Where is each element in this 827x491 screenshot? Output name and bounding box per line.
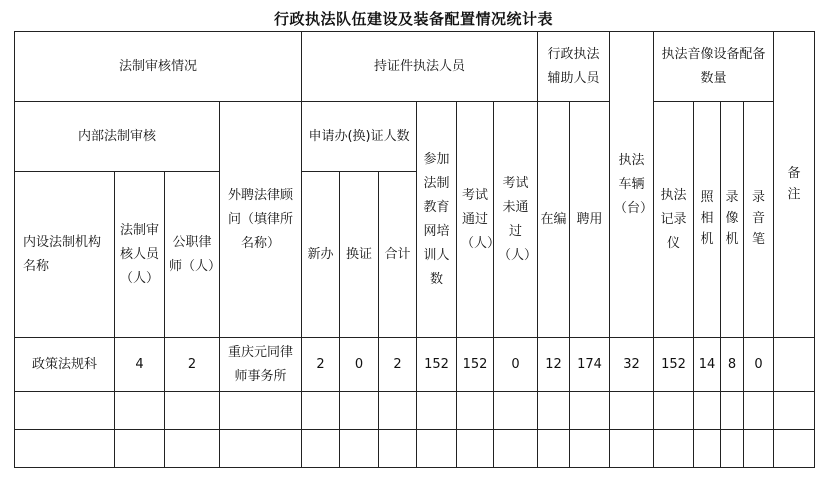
header-review-staff: 法制审核人员（人）	[115, 172, 165, 338]
header-external-counsel: 外聘法律顾问（填律所名称）	[220, 102, 302, 338]
header-hired: 聘用	[570, 102, 610, 338]
statistics-table	[14, 31, 815, 468]
empty-row	[15, 430, 815, 468]
cell-on-staff: 12	[538, 338, 570, 392]
cell-vehicles: 32	[610, 338, 654, 392]
cell-public-lawyer: 2	[165, 338, 220, 392]
header-av-equipment: 执法音像设备配备数量	[654, 32, 774, 102]
header-training-count: 参加法制教育网培训人数	[417, 102, 457, 338]
cell-review-staff: 4	[115, 338, 165, 392]
header-renew-cert: 换证	[340, 172, 379, 338]
header-internal-review: 内部法制审核	[15, 102, 220, 172]
header-subtotal: 合计	[379, 172, 417, 338]
cell-new-cert: 2	[302, 338, 340, 392]
page-title: 行政执法队伍建设及装备配置情况统计表	[273, 10, 553, 28]
cell-training: 152	[417, 338, 457, 392]
table-row	[15, 338, 815, 392]
header-voice-recorder: 录音笔	[744, 102, 774, 338]
header-vehicles: 执法车辆（台）	[610, 32, 654, 338]
header-recorder: 执法记录仪	[654, 102, 694, 338]
header-video-camera: 录像机	[721, 102, 744, 338]
cell-failed: 0	[494, 338, 538, 392]
header-exam-passed: 考试通过（人）	[457, 102, 494, 338]
cell-camera: 14	[694, 338, 721, 392]
empty-row	[15, 392, 815, 430]
header-on-staff: 在编	[538, 102, 570, 338]
cell-remarks	[774, 338, 815, 392]
cell-video: 8	[721, 338, 744, 392]
cell-voice: 0	[744, 338, 774, 392]
header-apply-cert: 申请办(换)证人数	[302, 102, 417, 172]
header-row-1	[15, 32, 815, 102]
header-new-cert: 新办	[302, 172, 340, 338]
cell-org: 政策法规科	[15, 338, 115, 392]
header-public-lawyer: 公职律师（人）	[165, 172, 220, 338]
header-remarks: 备注	[774, 32, 815, 338]
header-internal-org: 内设法制机构名称	[15, 172, 115, 338]
header-legal-review: 法制审核情况	[15, 32, 302, 102]
header-row-2	[15, 102, 815, 172]
header-camera: 照相机	[694, 102, 721, 338]
cell-counsel: 重庆元同律师事务所	[220, 338, 302, 392]
header-certified-staff: 持证件执法人员	[302, 32, 538, 102]
cell-renew-cert: 0	[340, 338, 379, 392]
cell-recorder: 152	[654, 338, 694, 392]
cell-hired: 174	[570, 338, 610, 392]
header-assist-staff: 行政执法辅助人员	[538, 32, 610, 102]
cell-passed: 152	[457, 338, 494, 392]
cell-subtotal: 2	[379, 338, 417, 392]
header-exam-failed: 考试未通过（人）	[494, 102, 538, 338]
